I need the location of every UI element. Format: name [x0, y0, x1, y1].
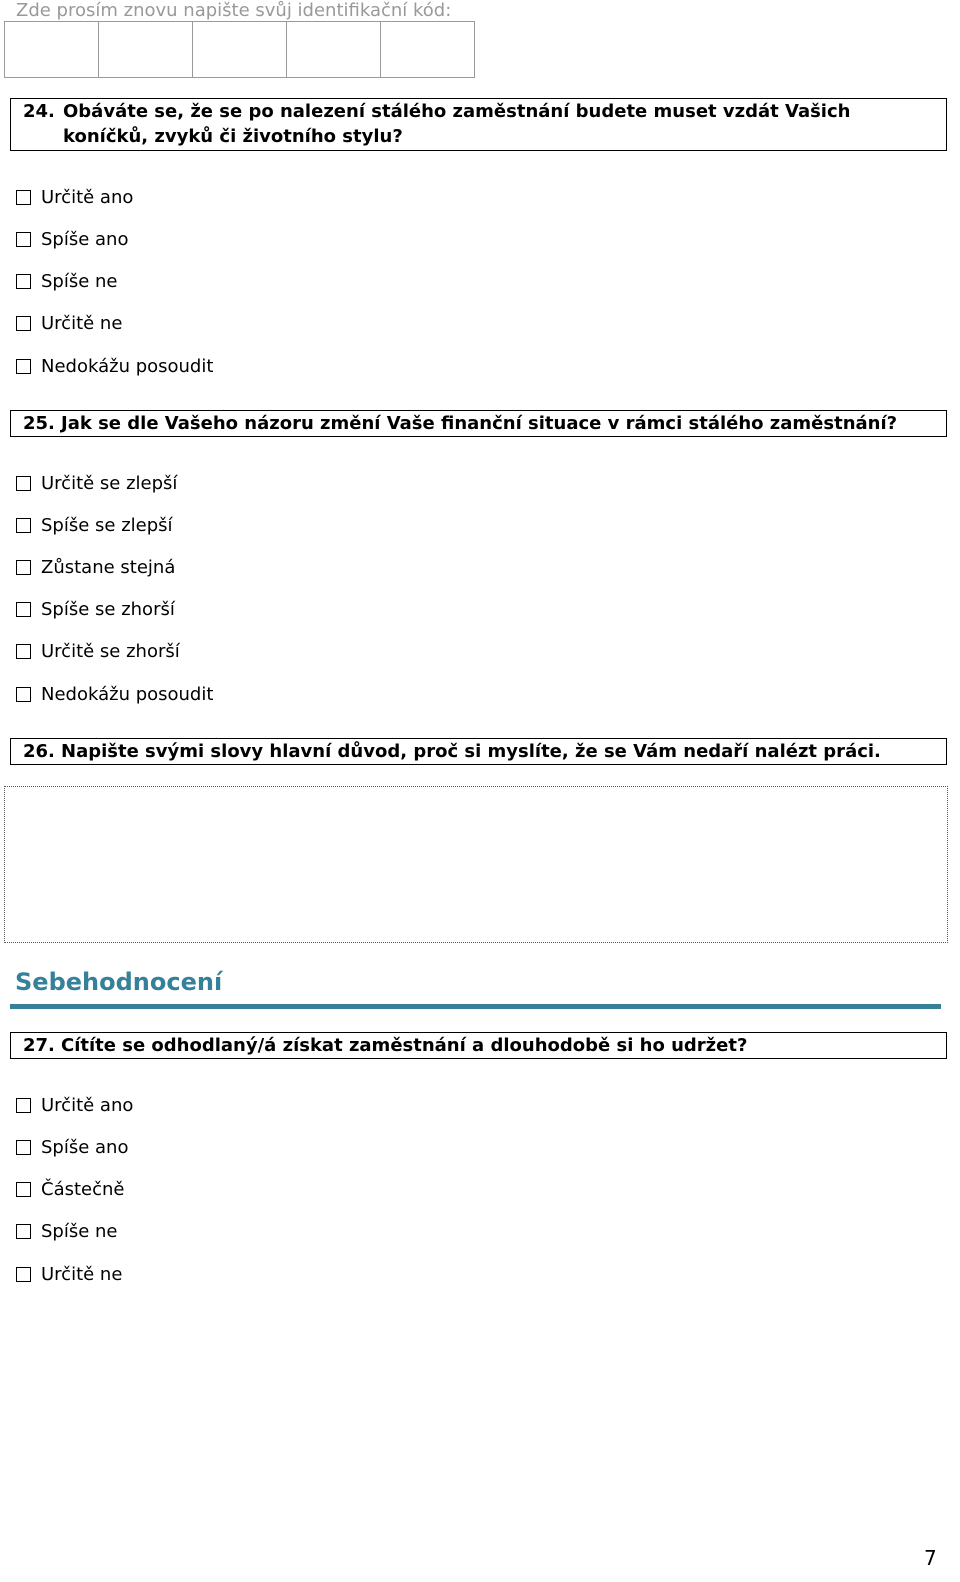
q24-option-4[interactable] [16, 311, 122, 335]
question-25-box [10, 410, 947, 437]
option-label: Určitě ne [41, 1263, 123, 1285]
id-code-box-1[interactable] [4, 21, 99, 78]
q24-option-5[interactable] [16, 354, 213, 378]
question-27-box [10, 1032, 947, 1059]
q25-option-6[interactable] [16, 682, 213, 706]
id-code-boxes [4, 21, 474, 78]
question-27-text: Cítíte se odhodlaný/á získat zaměstnání a dlouhodobě si ho udržet? [61, 1035, 748, 1056]
question-26-text: Napište svými slovy hlavní důvod, proč si myslíte, že se Vám nedaří nalézt práci. [61, 741, 881, 762]
checkbox-icon[interactable] [16, 316, 31, 331]
q27-option-3[interactable] [16, 1177, 125, 1201]
option-label: Spíše se zhorší [41, 598, 175, 620]
checkbox-icon[interactable] [16, 274, 31, 289]
option-label: Spíše ne [41, 270, 118, 292]
q27-option-5[interactable] [16, 1262, 122, 1286]
checkbox-icon[interactable] [16, 1140, 31, 1155]
q25-option-2[interactable] [16, 513, 173, 537]
checkbox-icon[interactable] [16, 232, 31, 247]
checkbox-icon[interactable] [16, 1182, 31, 1197]
section-divider [10, 1004, 941, 1009]
q24-option-2[interactable] [16, 227, 128, 251]
q27-option-1[interactable] [16, 1093, 133, 1117]
question-27-number: 27. [23, 1035, 55, 1056]
option-label: Spíše ano [41, 1136, 129, 1158]
checkbox-icon[interactable] [16, 190, 31, 205]
question-26-box [10, 738, 947, 765]
option-label: Určitě se zlepší [41, 472, 178, 494]
id-code-box-2[interactable] [98, 21, 193, 78]
id-code-box-4[interactable] [286, 21, 381, 78]
answer-text-area[interactable] [4, 786, 948, 943]
checkbox-icon[interactable] [16, 1267, 31, 1282]
option-label: Zůstane stejná [41, 556, 176, 578]
option-label: Určitě ano [41, 1094, 134, 1116]
option-label: Určitě se zhorší [41, 640, 180, 662]
checkbox-icon[interactable] [16, 359, 31, 374]
id-code-box-5[interactable] [380, 21, 475, 78]
q27-option-2[interactable] [16, 1135, 128, 1159]
q24-option-1[interactable] [16, 185, 133, 209]
option-label: Určitě ne [41, 312, 123, 334]
checkbox-icon[interactable] [16, 687, 31, 702]
checkbox-icon[interactable] [16, 644, 31, 659]
option-label: Nedokážu posoudit [41, 355, 214, 377]
question-24-box [10, 98, 947, 151]
section-title: Sebehodnocení [15, 968, 223, 996]
q27-option-4[interactable] [16, 1219, 118, 1243]
q24-option-3[interactable] [16, 269, 118, 293]
option-label: Nedokážu posoudit [41, 683, 214, 705]
checkbox-icon[interactable] [16, 1224, 31, 1239]
question-26-number: 26. [23, 741, 55, 762]
q25-option-4[interactable] [16, 597, 175, 621]
question-24-text: Obáváte se, že se po nalezení stálého zaměstnání budete muset vzdát Vašich koníčků, zvyků či životního stylu? [63, 101, 851, 147]
checkbox-icon[interactable] [16, 518, 31, 533]
checkbox-icon[interactable] [16, 602, 31, 617]
option-label: Spíše ano [41, 228, 129, 250]
id-code-label: Zde prosím znovu napište svůj identifikační kód: [16, 0, 452, 21]
id-code-box-3[interactable] [192, 21, 287, 78]
checkbox-icon[interactable] [16, 560, 31, 575]
question-25-number: 25. [23, 413, 55, 434]
q25-option-5[interactable] [16, 639, 180, 663]
question-24-number: 24. [23, 101, 55, 122]
option-label: Spíše ne [41, 1220, 118, 1242]
checkbox-icon[interactable] [16, 1098, 31, 1113]
q25-option-1[interactable] [16, 471, 177, 495]
option-label: Částečně [41, 1178, 125, 1200]
option-label: Určitě ano [41, 186, 134, 208]
option-label: Spíše se zlepší [41, 514, 173, 536]
q25-option-3[interactable] [16, 555, 175, 579]
page-number: 7 [924, 1546, 937, 1570]
checkbox-icon[interactable] [16, 476, 31, 491]
question-25-text: Jak se dle Vašeho názoru změní Vaše finanční situace v rámci stálého zaměstnání? [61, 413, 898, 434]
